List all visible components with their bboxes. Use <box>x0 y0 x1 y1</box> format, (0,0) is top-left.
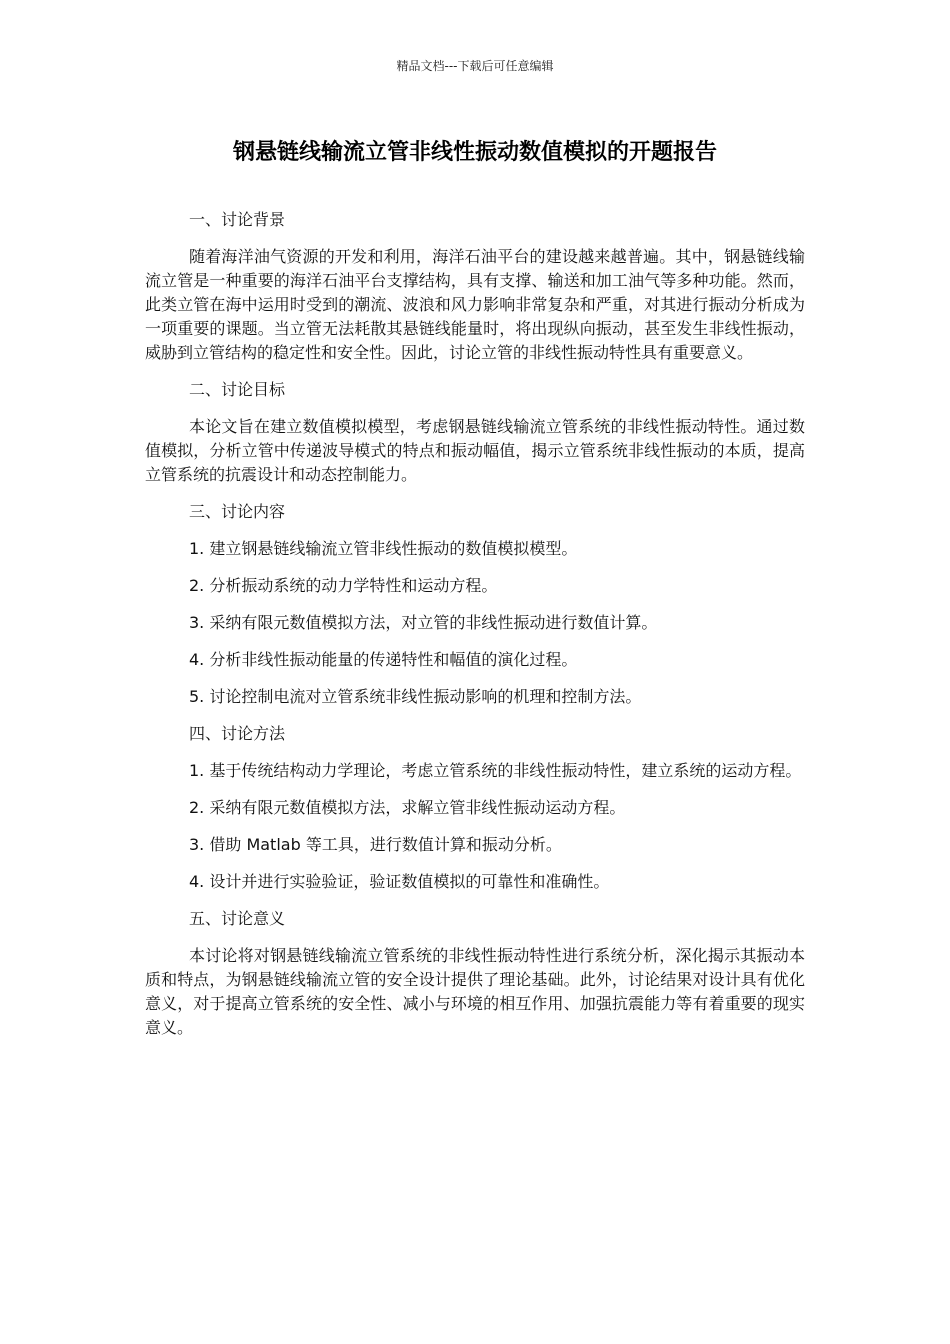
section-paragraph-background: 随着海洋油气资源的开发和利用，海洋石油平台的建设越来越普遍。其中，钢悬链线输流立管是一种重要的海洋石油平台支撑结构，具有支撑、输送和加工油气等多种功能。然而，此类立管在海中运用时受到的潮流、波浪和风力影响非常复杂和严重，对其进行振动分析成为一项重要的课题。当立管无法耗散其悬链线能量时，将出现纵向振动，甚至发生非线性振动，威胁到立管结构的稳定性和安全性。因此，讨论立管的非线性振动特性具有重要意义。 <box>145 247 805 362</box>
section-heading-background: 一、讨论背景 <box>189 210 286 229</box>
section-heading-method: 四、讨论方法 <box>189 724 286 743</box>
list-item: 3. 借助 Matlab 等工具，进行数值计算和振动分析。 <box>189 835 562 854</box>
list-item: 4. 设计并进行实验验证，验证数值模拟的可靠性和准确性。 <box>189 872 610 891</box>
section-paragraph-goal: 本论文旨在建立数值模拟模型，考虑钢悬链线输流立管系统的非线性振动特性。通过数值模拟，分析立管中传递波导模式的特点和振动幅值，揭示立管系统非线性振动的本质，提高立管系统的抗震设计和动态控制能力。 <box>145 417 805 484</box>
list-item: 3. 采纳有限元数值模拟方法，对立管的非线性振动进行数值计算。 <box>189 613 658 632</box>
section-paragraph-significance: 本讨论将对钢悬链线输流立管系统的非线性振动特性进行系统分析，深化揭示其振动本质和特点，为钢悬链线输流立管的安全设计提供了理论基础。此外，讨论结果对设计具有优化意义，对于提高立管系统的安全性、减小与环境的相互作用、加强抗震能力等有着重要的现实意义。 <box>145 946 805 1037</box>
list-item: 1. 基于传统结构动力学理论，考虑立管系统的非线性振动特性，建立系统的运动方程。 <box>189 761 802 780</box>
list-item: 4. 分析非线性振动能量的传递特性和幅值的演化过程。 <box>189 650 578 669</box>
section-heading-goal: 二、讨论目标 <box>189 380 286 399</box>
header-note: 精品文档---下载后可任意编辑 <box>396 59 554 73</box>
document-body <box>145 208 805 1053</box>
section-heading-significance: 五、讨论意义 <box>189 909 286 928</box>
list-item: 2. 分析振动系统的动力学特性和运动方程。 <box>189 576 498 595</box>
section-heading-content: 三、讨论内容 <box>189 502 286 521</box>
list-item: 2. 采纳有限元数值模拟方法，求解立管非线性振动运动方程。 <box>189 798 626 817</box>
list-item: 5. 讨论控制电流对立管系统非线性振动影响的机理和控制方法。 <box>189 687 642 706</box>
document-title: 钢悬链线输流立管非线性振动数值模拟的开题报告 <box>232 140 717 165</box>
list-item: 1. 建立钢悬链线输流立管非线性振动的数值模拟模型。 <box>189 539 578 558</box>
